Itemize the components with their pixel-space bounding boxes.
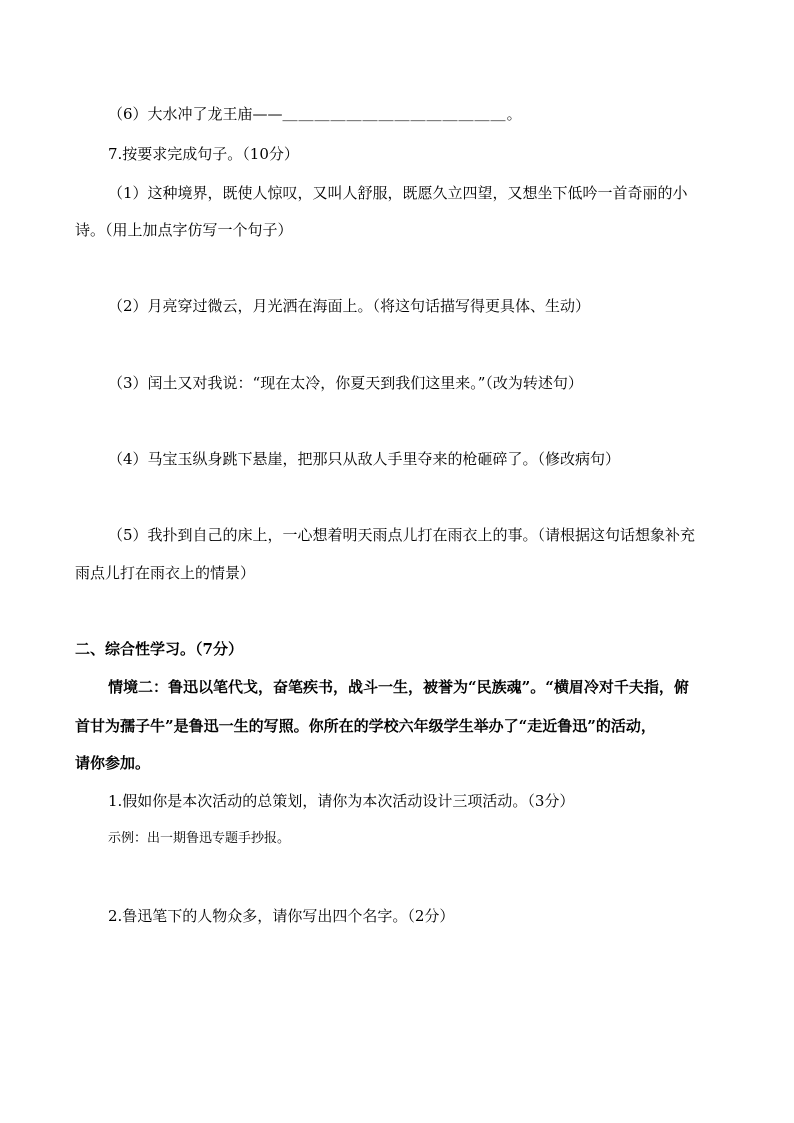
q7-item-2: （2）月亮穿过微云，月光洒在海面上。（将这句话描写得更具体、生动） bbox=[108, 297, 591, 315]
section-2-question-1: 1.假如你是本次活动的总策划，请你为本次活动设计三项活动。（3分） bbox=[108, 792, 575, 810]
fill-item-6-prefix: （6）大水冲了龙王庙—— bbox=[108, 105, 283, 123]
fill-item-6 bbox=[0, 104, 754, 124]
section-2-question-2: 2.鲁迅笔下的人物众多，请你写出四个名字。（2分） bbox=[108, 907, 455, 925]
q7-item-4: （4）马宝玉纵身跳下悬崖，把那只从敌人手里夺来的枪砸碎了。（修改病句） bbox=[108, 450, 621, 468]
fill-item-6-blank[interactable]: ＿＿＿＿＿＿＿＿＿＿＿＿＿＿ bbox=[282, 105, 507, 123]
section-2-example: 示例：出一期鲁迅专题手抄报。 bbox=[108, 831, 291, 846]
q7-item-1-line2: 诗。（用上加点字仿写一个句子） bbox=[75, 221, 293, 239]
q7-item-5-line1: （5）我扑到自己的床上，一心想着明天雨点儿打在雨衣上的事。（请根据这句话想象补充 bbox=[108, 526, 696, 544]
section-2-heading: 二、综合性学习。（7分） bbox=[75, 640, 243, 658]
context-line-3: 请你参加。 bbox=[75, 754, 151, 772]
q7-item-1-line1: （1）这种境界，既使人惊叹，又叫人舒服，既愿久立四望，又想坐下低吟一首奇丽的小 bbox=[108, 184, 688, 202]
context-line-2: 首甘为孺子牛”是鲁迅一生的写照。你所在的学校六年级学生举办了“走近鲁迅”的活动， bbox=[75, 717, 656, 735]
fill-item-6-suffix: 。 bbox=[506, 105, 522, 123]
question-7-title: 7.按要求完成句子。（10分） bbox=[108, 145, 299, 163]
q7-item-3: （3）闰土又对我说：“现在太冷，你夏天到我们这里来。”（改为转述句） bbox=[108, 374, 583, 392]
context-line-1: 情境二：鲁迅以笔代戈，奋笔疾书，战斗一生，被誉为“民族魂”。“横眉冷对千夫指，俯 bbox=[108, 678, 689, 696]
q7-item-5-line2: 雨点儿打在雨衣上的情景） bbox=[75, 564, 256, 582]
